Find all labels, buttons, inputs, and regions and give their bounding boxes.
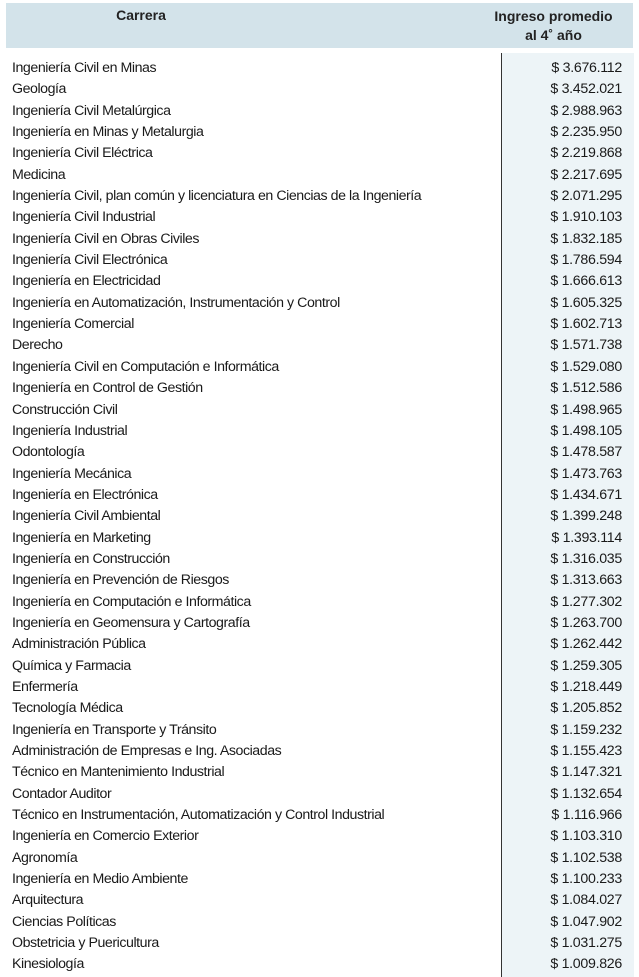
career-name: Ingeniería en Automatización, Instrumentación y Control	[12, 294, 340, 311]
table-row	[0, 143, 639, 164]
average-income: $ 1.218.449	[550, 678, 622, 695]
average-income: $ 1.277.302	[550, 593, 622, 610]
header-career: Carrera	[116, 7, 166, 23]
average-income: $ 1.910.103	[550, 209, 622, 226]
table-row	[0, 250, 639, 271]
header-income-line1: Ingreso promedio	[494, 8, 613, 24]
table-row	[0, 869, 639, 890]
average-income: $ 2.219.868	[550, 145, 622, 162]
average-income: $ 2.217.695	[550, 166, 622, 183]
career-name: Ingeniería Mecánica	[12, 465, 132, 482]
table-row	[0, 762, 639, 783]
average-income: $ 1.602.713	[550, 316, 622, 333]
average-income: $ 1.259.305	[550, 657, 622, 674]
career-name: Ingeniería Civil Eléctrica	[12, 145, 153, 162]
career-name: Administración Pública	[12, 636, 146, 653]
table-row	[0, 677, 639, 698]
table-row	[0, 464, 639, 485]
career-name: Técnico en Instrumentación, Automatización y Control Industrial	[12, 807, 385, 824]
average-income: $ 1.316.035	[550, 550, 622, 567]
table-row	[0, 335, 639, 356]
career-name: Ingeniería en Construcción	[12, 550, 170, 567]
table-row	[0, 805, 639, 826]
average-income: $ 2.235.950	[550, 124, 622, 141]
header-income	[476, 7, 631, 45]
average-income: $ 1.512.586	[550, 380, 622, 397]
average-income: $ 1.147.321	[550, 764, 622, 781]
average-income: $ 1.786.594	[550, 252, 622, 269]
table-row	[0, 549, 639, 570]
table-row	[0, 656, 639, 677]
table-row	[0, 400, 639, 421]
career-name: Ingeniería en Transporte y Tránsito	[12, 721, 217, 738]
table-row	[0, 826, 639, 847]
career-name: Odontología	[12, 444, 85, 461]
career-name: Ingeniería en Electricidad	[12, 273, 161, 290]
table-row	[0, 378, 639, 399]
average-income: $ 1.047.902	[550, 913, 622, 930]
table-row	[0, 848, 639, 869]
career-name: Administración de Empresas e Ing. Asociadas	[12, 743, 282, 759]
average-income: $ 2.988.963	[550, 102, 622, 119]
average-income: $ 1.263.700	[550, 614, 622, 631]
career-name: Ingeniería en Computación e Informática	[12, 593, 251, 610]
average-income: $ 3.676.112	[551, 60, 622, 76]
average-income: $ 1.205.852	[550, 700, 622, 717]
average-income: $ 1.116.966	[551, 807, 622, 824]
average-income: $ 1.313.663	[550, 572, 622, 589]
average-income: $ 1.031.275	[550, 935, 622, 952]
table-row	[0, 165, 639, 186]
career-name: Ingeniería Industrial	[12, 422, 128, 439]
career-name: Derecho	[12, 337, 63, 354]
career-name: Química y Farmacia	[12, 657, 131, 674]
table-row	[0, 720, 639, 741]
career-name: Ingeniería Civil en Obras Civiles	[12, 230, 200, 247]
career-name: Kinesiología	[12, 956, 84, 973]
table-row	[0, 271, 639, 292]
table-row	[0, 442, 639, 463]
career-name: Geología	[12, 81, 66, 98]
table-row	[0, 570, 639, 591]
average-income: $ 2.071.295	[550, 188, 622, 205]
career-name: Ingeniería Civil en Computación e Informática	[12, 358, 279, 375]
career-name: Ingeniería en Marketing	[12, 529, 151, 546]
average-income: $ 1.498.965	[550, 401, 622, 418]
average-income: $ 1.262.442	[550, 636, 622, 653]
average-income: $ 1.393.114	[551, 529, 622, 546]
career-name: Ingeniería Civil en Minas	[12, 60, 157, 76]
table-row	[0, 314, 639, 335]
average-income: $ 1.498.105	[550, 422, 622, 439]
average-income: $ 1.159.232	[550, 721, 622, 738]
career-name: Ingeniería en Geomensura y Cartografía	[12, 614, 250, 631]
table-row	[0, 912, 639, 933]
table-row	[0, 528, 639, 549]
table-row	[0, 698, 639, 719]
career-name: Medicina	[12, 166, 66, 183]
average-income: $ 1.832.185	[550, 230, 622, 247]
table-row	[0, 357, 639, 378]
average-income: $ 1.100.233	[550, 871, 622, 888]
table-row	[0, 954, 639, 975]
career-name: Enfermería	[12, 678, 78, 695]
table-row	[0, 122, 639, 143]
table-row	[0, 101, 639, 122]
career-name: Construcción Civil	[12, 401, 118, 418]
career-name: Ingeniería Civil, plan común y licenciatura en Ciencias de la Ingeniería	[12, 188, 422, 205]
average-income: $ 1.571.738	[550, 337, 622, 354]
career-name: Tecnología Médica	[12, 700, 123, 717]
table-row	[0, 613, 639, 634]
table-row	[0, 634, 639, 655]
career-name: Contador Auditor	[12, 785, 112, 802]
average-income: $ 1.103.310	[550, 828, 622, 845]
career-name: Ingeniería en Medio Ambiente	[12, 871, 188, 888]
career-name: Ingeniería Comercial	[12, 316, 134, 333]
career-name: Ciencias Políticas	[12, 913, 116, 930]
average-income: $ 1.102.538	[550, 849, 622, 866]
career-name: Ingeniería en Prevención de Riesgos	[12, 572, 229, 589]
table-row	[0, 506, 639, 527]
table-row	[0, 933, 639, 954]
career-name: Agronomía	[12, 849, 78, 866]
table-row	[0, 186, 639, 207]
average-income: $ 1.399.248	[550, 508, 622, 525]
career-name: Ingeniería en Electrónica	[12, 486, 158, 503]
average-income: $ 1.666.613	[550, 273, 622, 290]
average-income: $ 1.529.080	[550, 358, 622, 375]
table-row	[0, 58, 639, 79]
average-income: $ 1.155.423	[550, 743, 622, 759]
table-header	[6, 3, 633, 48]
career-name: Técnico en Mantenimiento Industrial	[12, 764, 225, 781]
average-income: $ 1.084.027	[550, 892, 622, 909]
table-row	[0, 79, 639, 100]
header-income-line2: al 4˚ año	[525, 27, 582, 43]
average-income: $ 1.478.587	[550, 444, 622, 461]
career-name: Arquitectura	[12, 892, 84, 909]
table-row	[0, 485, 639, 506]
career-name: Obstetricia y Puericultura	[12, 935, 159, 952]
career-name: Ingeniería Civil Ambiental	[12, 508, 161, 525]
table-body	[0, 58, 639, 976]
average-income: $ 1.009.826	[550, 956, 622, 973]
table-row	[0, 784, 639, 805]
career-name: Ingeniería Civil Metalúrgica	[12, 102, 171, 119]
average-income: $ 1.605.325	[550, 294, 622, 311]
career-name: Ingeniería en Control de Gestión	[12, 380, 203, 397]
average-income: $ 1.473.763	[550, 465, 622, 482]
career-name: Ingeniería en Comercio Exterior	[12, 828, 199, 845]
table-row	[0, 890, 639, 911]
table-row	[0, 592, 639, 613]
career-name: Ingeniería Civil Industrial	[12, 209, 156, 226]
average-income: $ 1.434.671	[550, 486, 622, 503]
career-name: Ingeniería en Minas y Metalurgia	[12, 124, 204, 141]
table-row	[0, 207, 639, 228]
average-income: $ 3.452.021	[550, 81, 622, 98]
table-row	[0, 741, 639, 762]
average-income: $ 1.132.654	[550, 785, 622, 802]
table-row	[0, 293, 639, 314]
table-row	[0, 421, 639, 442]
table-row	[0, 229, 639, 250]
career-name: Ingeniería Civil Electrónica	[12, 252, 168, 269]
